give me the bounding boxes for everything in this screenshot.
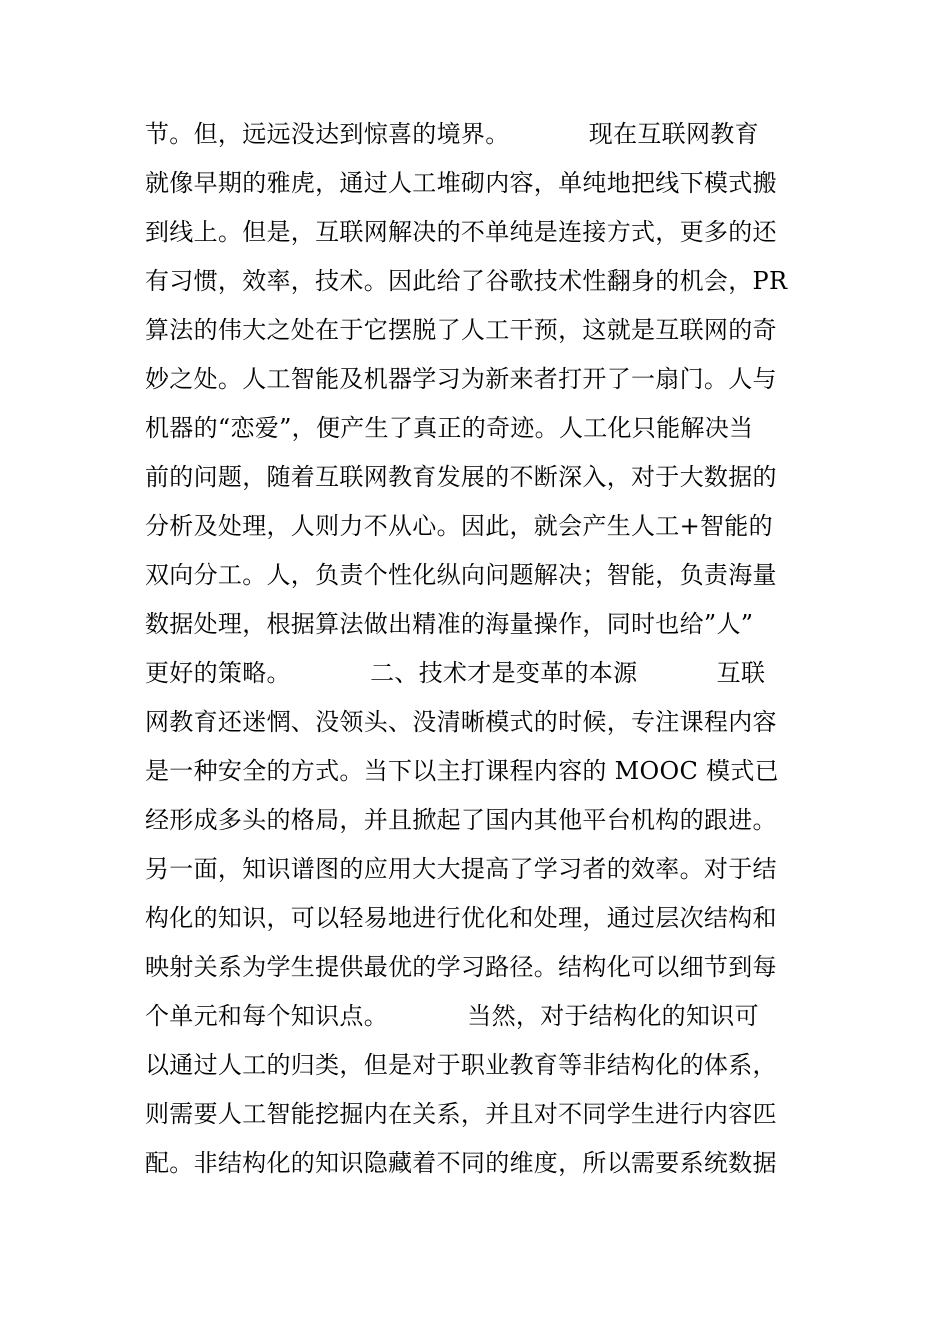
text-line: 算法的伟大之处在于它摆脱了人工干预，这就是互联网的奇 xyxy=(145,316,777,344)
text-line: 构化的知识，可以轻易地进行优化和处理，通过层次结构和 xyxy=(145,904,777,932)
text-line: 到线上。但是，互联网解决的不单纯是连接方式，更多的还 xyxy=(145,218,777,246)
text-line: 妙之处。人工智能及机器学习为新来者打开了一扇门。人与 xyxy=(145,365,777,393)
text-line: 分析及处理，人则力不从心。因此，就会产生人工+智能的 xyxy=(145,512,773,540)
text-line: 前的问题，随着互联网教育发展的不断深入，对于大数据的 xyxy=(145,463,777,491)
text-line: 是一种安全的方式。当下以主打课程内容的 MOOC 模式已 xyxy=(145,757,779,785)
text-line: 就像早期的雅虎，通过人工堆砌内容，单纯地把线下模式搬 xyxy=(145,169,777,197)
text-line: 配。非结构化的知识隐藏着不同的维度，所以需要系统数据 xyxy=(145,1149,777,1177)
text-line: 更好的策略。 二、技术才是变革的本源 互联 xyxy=(145,659,766,687)
text-line: 以通过人工的归类，但是对于职业教育等非结构化的体系， xyxy=(145,1051,777,1079)
text-line: 有习惯，效率，技术。因此给了谷歌技术性翻身的机会，PR xyxy=(145,267,788,295)
text-line: 节。但，远远没达到惊喜的境界。 现在互联网教育 xyxy=(145,120,759,148)
text-line: 个单元和每个知识点。 当然，对于结构化的知识可 xyxy=(145,1002,759,1030)
text-line: 则需要人工智能挖掘内在关系，并且对不同学生进行内容匹 xyxy=(145,1100,777,1128)
body-text xyxy=(145,110,825,1188)
text-line: 映射关系为学生提供最优的学习路径。结构化可以细节到每 xyxy=(145,953,777,981)
text-line: 双向分工。人，负责个性化纵向问题解决；智能，负责海量 xyxy=(145,561,777,589)
text-line: 数据处理，根据算法做出精准的海量操作，同时也给”人” xyxy=(145,610,754,638)
text-line: 另一面，知识谱图的应用大大提高了学习者的效率。对于结 xyxy=(145,855,777,883)
text-line: 经形成多头的格局，并且掀起了国内其他平台机构的跟进。 xyxy=(145,806,777,834)
text-line: 网教育还迷惘、没领头、没清晰模式的时候，专注课程内容 xyxy=(145,708,777,736)
text-line: 机器的“恋爱”，便产生了真正的奇迹。人工化只能解决当 xyxy=(145,414,754,442)
